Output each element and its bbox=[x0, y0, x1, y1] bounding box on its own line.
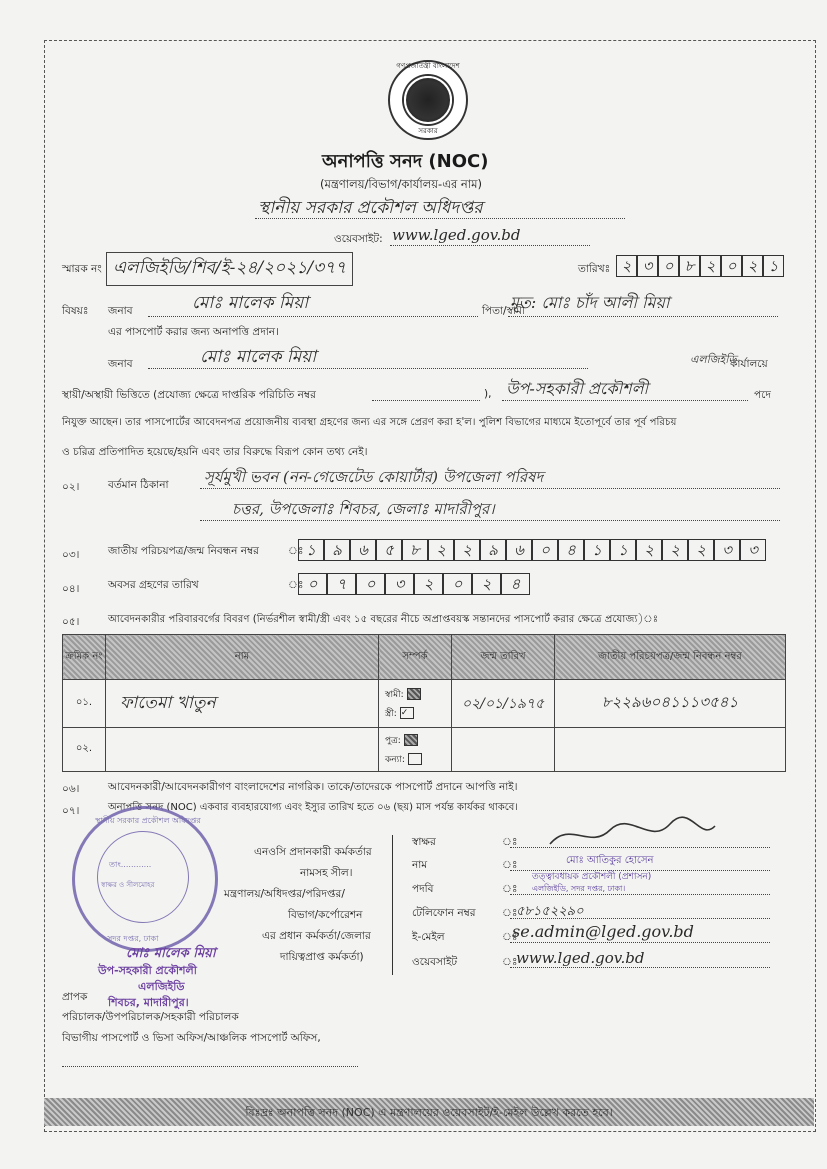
nid-digit: ৮ bbox=[402, 539, 428, 561]
dob-cell: ০২/০১/১৯৭৫ bbox=[452, 680, 555, 728]
nid-digit: ৬ bbox=[350, 539, 376, 561]
seal-center-2: স্বাক্ষর ও সীলমোহর bbox=[101, 881, 155, 889]
name-cell bbox=[106, 728, 379, 772]
signatory-phone: ৫৮১৫২২৯০ bbox=[516, 904, 584, 919]
memo-label: স্মারক নং bbox=[62, 263, 102, 275]
emblem-bottom-text: সরকার bbox=[418, 127, 438, 135]
footer-note-bar bbox=[44, 1098, 814, 1126]
husband-checkbox[interactable] bbox=[407, 688, 421, 700]
field-name-label: নাম bbox=[412, 859, 428, 871]
date-boxes bbox=[616, 255, 784, 277]
body-office: এলজিইডি bbox=[690, 353, 737, 366]
nid-digit: ৪ bbox=[558, 539, 584, 561]
date-label: তারিখঃ bbox=[578, 263, 611, 275]
retire-digit: ০ bbox=[298, 573, 327, 595]
table-row bbox=[63, 680, 786, 728]
item-07-number: ০৭। bbox=[62, 805, 80, 817]
retire-digit: ৪ bbox=[501, 573, 530, 595]
signatory-post2: এলজিইডি, সদর দপ্তর, ঢাকা। bbox=[532, 884, 626, 893]
date-digit: ০ bbox=[658, 255, 679, 277]
nid-boxes bbox=[298, 539, 766, 561]
date-digit: ২ bbox=[742, 255, 763, 277]
retire-digit: ২ bbox=[414, 573, 443, 595]
nid-digit: ৬ bbox=[506, 539, 532, 561]
col-header: ক্রমিক নং bbox=[63, 635, 106, 680]
officer-name-stamp: মোঃ মালেক মিয়া bbox=[126, 946, 216, 961]
nid-digit: ৩ bbox=[740, 539, 766, 561]
item-04-label: অবসর গ্রহণের তারিখ bbox=[108, 579, 199, 591]
nid-digit: ২ bbox=[688, 539, 714, 561]
retire-digit: ৩ bbox=[385, 573, 414, 595]
signatory-left-2: নামসহ সীল। bbox=[300, 867, 353, 879]
date-digit: ০ bbox=[721, 255, 742, 277]
relation-cell bbox=[379, 728, 452, 772]
date-digit: ১ bbox=[763, 255, 784, 277]
col-header: সম্পর্ক bbox=[379, 635, 452, 680]
relation-daughter-label: কন্যা: bbox=[385, 754, 405, 765]
daughter-checkbox[interactable] bbox=[408, 753, 422, 765]
nid-digit: ১ bbox=[610, 539, 636, 561]
seal-center-1: তাং............ bbox=[109, 860, 152, 869]
field-post-label: পদবি bbox=[412, 883, 434, 895]
item-02-number: ০২। bbox=[62, 481, 80, 493]
retire-digit: ৭ bbox=[327, 573, 356, 595]
office-seal-stamp bbox=[72, 806, 218, 952]
item-03-label: জাতীয় পরিচয়পত্র/জন্ম নিবন্ধন নম্বর bbox=[108, 545, 259, 557]
memo-value: এলজিইডি/শিব/ই-২৪/২০২১/৩৭৭ bbox=[106, 252, 353, 286]
field-web-label: ওয়েবসাইট bbox=[412, 956, 458, 968]
item-04-number: ০৪। bbox=[62, 583, 80, 595]
date-digit: ২ bbox=[700, 255, 721, 277]
nid-digit: ২ bbox=[428, 539, 454, 561]
nid-digit: ২ bbox=[454, 539, 480, 561]
subject-label: বিষয়ঃ bbox=[62, 305, 89, 317]
item-06-number: ০৬। bbox=[62, 783, 80, 795]
son-checkbox[interactable] bbox=[404, 734, 418, 746]
office-label: কার্যালয়ে bbox=[730, 358, 768, 370]
document-title: অনাপত্তি সনদ (NOC) bbox=[322, 151, 489, 172]
item-03-number: ০৩। bbox=[62, 549, 80, 561]
signatory-name: মোঃ আতিকুর হোসেন bbox=[566, 855, 654, 866]
recipient-line-2: বিভাগীয় পাসপোর্ট ও ভিসা অফিস/আঞ্চলিক পাসপোর্ট অফিস, bbox=[62, 1032, 321, 1044]
nid-digit: ৯ bbox=[480, 539, 506, 561]
relation-son-label: পুত্র: bbox=[385, 735, 401, 746]
date-digit: ৮ bbox=[679, 255, 700, 277]
signatory-left-1: এনওসি প্রদানকারী কর্মকর্তার bbox=[254, 846, 372, 858]
father-name: মৃত: মোঃ চাঁদ আলী মিয়া bbox=[510, 293, 670, 312]
dob-cell bbox=[452, 728, 555, 772]
item-05-number: ০৫। bbox=[62, 616, 80, 628]
officer-post-stamp: উপ-সহকারী প্রকৌশলী bbox=[98, 964, 197, 977]
applicant-name: মোঃ মালেক মিয়া bbox=[192, 293, 309, 313]
field-sign-label: স্বাক্ষর bbox=[412, 836, 436, 848]
retire-digit: ২ bbox=[472, 573, 501, 595]
signatory-email: se.admin@lged.gov.bd bbox=[512, 922, 694, 941]
signatory-left-4: বিভাগ/কর্পোরেশন bbox=[288, 909, 363, 921]
family-table bbox=[62, 634, 786, 772]
emblem-top-text: গণপ্রজাতন্ত্রী বাংলাদেশ bbox=[396, 62, 460, 70]
body-line-c: ও চরিত্র প্রতিপাদিত হয়েছে/হয়নি এবং তার বিরুদ্ধে বিরূপ কোন তথ্য নেই। bbox=[62, 446, 368, 458]
relation-cell bbox=[379, 680, 452, 728]
relation-husband-label: স্বামী: bbox=[385, 689, 404, 700]
nid-digit: ৫ bbox=[376, 539, 402, 561]
relation-wife-label: স্ত্রী: bbox=[385, 708, 397, 719]
item-06-text: আবেদনকারী/আবেদনকারীগণ বাংলাদেশের নাগরিক। তাকে/তাদেরকে পাসপোর্ট প্রদানে আপত্তি নাই। bbox=[108, 781, 518, 793]
recipient-line-1: পরিচালক/উপপরিচালক/সহকারী পরিচালক bbox=[62, 1011, 239, 1023]
footer-note: বিঃদ্রঃ অনাপত্তি সনদ (NOC) এ মন্ত্রণালয়ের ওয়েবসাইট/ই-মেইল উল্লেখ করতে হবে। bbox=[245, 1106, 613, 1119]
field-phone-label: টেলিফোন নম্বর bbox=[412, 907, 476, 919]
signatory-post: তত্ত্বাবধায়ক প্রকৌশলী (প্রশাসন) bbox=[532, 872, 652, 882]
date-digit: ৩ bbox=[637, 255, 658, 277]
col-header: জন্ম তারিখ bbox=[452, 635, 555, 680]
retire-digit: ০ bbox=[443, 573, 472, 595]
officer-org-stamp: এলজিইডি bbox=[138, 980, 185, 993]
col-header: জাতীয় পরিচয়পত্র/জন্ম নিবন্ধন নম্বর bbox=[555, 635, 786, 680]
family-table-header bbox=[63, 635, 786, 680]
seal-ring-text: স্থানীয় সরকার প্রকৌশল অধিদপ্তর bbox=[95, 816, 201, 825]
signatory-left-6: দায়িত্বপ্রাপ্ত কর্মকর্তা) bbox=[280, 951, 364, 963]
designation: উপ-সহকারী প্রকৌশলী bbox=[506, 379, 649, 398]
officer-place-stamp: শিবচর, মাদারীপুর। bbox=[108, 996, 189, 1009]
signature-mark-icon bbox=[540, 816, 720, 856]
signatory-left-3: মন্ত্রণালয়/অধিদপ্তর/পরিদপ্তর/ bbox=[224, 888, 345, 900]
retire-digit: ০ bbox=[356, 573, 385, 595]
signatory-left-5: এর প্রধান কর্মকর্তা/জেলার bbox=[262, 930, 371, 942]
retirement-date-boxes bbox=[298, 573, 530, 595]
website-value: www.lged.gov.bd bbox=[392, 226, 521, 244]
item-05-label: আবেদনকারীর পরিবারবর্গের বিবরণ (নির্ভরশীল স্বামী/স্ত্রী এবং ১৫ বছরের নীচে অপ্রাপ্তবয়স্ক সন্তানদের পাসপোর্ট করার ক্ষেত্রে প্রযোজ্য)ঃ bbox=[108, 614, 659, 625]
nid-digit: ১ bbox=[584, 539, 610, 561]
website-label: ওয়েবসাইট: bbox=[334, 233, 383, 245]
pode-label: পদে bbox=[754, 389, 771, 401]
body-line-b: নিযুক্ত আছেন। তার পাসপোর্টের আবেদনপত্র প্রয়োজনীয় ব্যবস্থা গ্রহণের জন্য এর সঙ্গে প্রেরণ করা হ'ল। পুলিশ বিভাগের মাধ্যমে ইতোপূর্বে তার পূর্ব পরিচয় bbox=[62, 417, 677, 428]
nid-digit: ৩ bbox=[714, 539, 740, 561]
subject-janab: জনাব bbox=[108, 305, 133, 317]
signatory-website: www.lged.gov.bd bbox=[516, 949, 645, 967]
body-name: মোঃ মালেক মিয়া bbox=[200, 347, 317, 367]
recipient-label: প্রাপক bbox=[62, 991, 88, 1003]
office-name: স্থানীয় সরকার প্রকৌশল অধিদপ্তর bbox=[258, 198, 483, 218]
noc-document: গণপ্রজাতন্ত্রী বাংলাদেশ সরকার অনাপত্তি সনদ (NOC) (মন্ত্রণালয়/বিভাগ/কার্যালয়-এর নাম) স্থানীয় সরকার প্রকৌশল অধিদপ্তর ওয়েবসাইট: www.lged.gov.bd স্মারক নং এলজিইডি/শিব/ই-২৪/২০২১/৩৭৭ তারিখঃ ২ ৩ ০ ৮ ২ ০ ২ ১ বিষয়ঃ জনাব মোঃ মালেক মিয়া পিতা/স্বামী মৃত: মোঃ চাঁদ আলী মিয়া এর পাসপোর্ট করার জন্য অনাপত্তি প্রদান। জনাব মোঃ মালেক মিয়া এলজিইডি কার্যালয়ে স্থায়ী/অস্থায়ী ভিত্তিতে (প্রযোজ্য ক্ষেত্রে দাপ্তরিক পরিচিতি নম্বর ), উপ-সহকারী প্রকৌশলী পদে নিযুক্ত আছেন। তার পাসপোর্টের আবেদনপত্র প্রয়োজনীয় ব্যবস্থা গ্রহণের জন্য এর সঙ্গে প্রেরণ করা হ'ল। পুলিশ বিভাগের মাধ্যমে ইতোপূর্বে তার পূর্ব পরিচয় ও চরিত্র প্রতিপাদিত হয়েছে/হয়নি এবং তার বিরুদ্ধে বিরূপ কোন তথ্য নেই। ০২। বর্তমান ঠিকানা সূর্যমুখী ভবন (নন-গেজেটেড কোয়ার্টার) উপজেলা পরিষদ চত্তর, উপজেলাঃ শিবচর, জেলাঃ মাদারীপুর। ০৩। জাতীয় পরিচয়পত্র/জন্ম নিবন্ধন নম্বর ঃ ১ ৯ ৬ ৫ ৮ ২ ২ ৯ ৬ ০ ৪ ১ ১ ২ ২ ২ ৩ ৩ ০৪। অবসর গ্রহণের তারিখ ঃ ০ ৭ ০ ৩ ২ ০ ২ ৪ ০৫। আবেদনকারীর পরিবারবর্গের বিবরণ (নির্ভরশীল স্বামী/স্ত্রী এবং ১৫ বছরের নীচে অপ্রাপ্তবয়স্ক সন্তানদের পাসপোর্ট করার ক্ষেত্রে প্রযোজ্য)ঃ ক্রমিক নং নাম সম্পর্ক জন্ম তারিখ জাতীয় পরিচয়পত্র/জন্ম নিবন্ধন নম্বর ০১. ফাতেমা খাতুন স্বামী: স্ত্রী: ✓ ০২/০১/১৯৭৫ ৮২২৯৬০৪১১১৩৫৪১ ০২. পুত্র: কন্যা: ০৬। আবেদনকারী/আবেদনকারীগণ বাংলাদেশের নাগরিক। তাকে/তাদেরকে পাসপোর্ট প্রদানে আপত্তি নাই। ০৭। অনাপত্তি সনদ (NOC) একবার ব্যবহারযোগ্য এবং ইস্যুর তারিখ হতে ০৬ (ছয়) মাস পর্যন্ত কার্যকর থাকবে। স্থানীয় সরকার প্রকৌশল অধিদপ্তর তাং............ স্বাক্ষর ও সীলমোহর সদর দপ্তর, ঢাকা মোঃ মালেক মিয়া উপ-সহকারী প্রকৌশলী এলজিইডি শিবচর, মাদারীপুর। এনওসি প্রদানকারী কর্মকর্তার নামসহ সীল। মন্ত্রণালয়/অধিদপ্তর/পরিদপ্তর/ বিভাগ/কর্পোরেশন এর প্রধান কর্মকর্তা/জেলার দায়িত্বপ্রাপ্ত কর্মকর্তা) স্বাক্ষর নাম পদবি টেলিফোন নম্বর ই-মেইল ওয়েবসাইট ঃ ঃ ঃ ঃ ঃ ঃ মোঃ আতিকুর হোসেন তত্ত্বাবধায়ক প্রকৌশলী (প্রশাসন) এলজিইডি, সদর দপ্তর, ঢাকা। ৫৮১৫২২৯০ se.admin@lged.gov.bd www.lged.gov.bd প্রাপক পরিচালক/উপপরিচালক/সহকারী পরিচালক বিভাগীয় পাসপোর্ট ও ভিসা অফিস/আঞ্চলিক পাসপোর্ট অফিস, বিঃদ্রঃ অনাপত্তি সনদ (NOC) এ মন্ত্রণালয়ের ওয়েবসাইট/ই-মেইল উল্লেখ করতে হবে। bbox=[0, 0, 827, 1169]
name-cell: ফাতেমা খাতুন bbox=[106, 680, 379, 728]
sl-cell: ০২. bbox=[63, 728, 106, 772]
seal-bottom-text: সদর দপ্তর, ঢাকা bbox=[107, 934, 159, 943]
nid-cell: ৮২২৯৬০৪১১১৩৫৪১ bbox=[555, 680, 786, 728]
nid-digit: ২ bbox=[636, 539, 662, 561]
nid-digit: ০ bbox=[532, 539, 558, 561]
body-janab: জনাব bbox=[108, 358, 133, 370]
wife-checkbox[interactable]: ✓ bbox=[400, 707, 414, 719]
field-email-label: ই-মেইল bbox=[412, 931, 445, 943]
father-label: পিতা/স্বামী bbox=[482, 305, 525, 317]
nid-digit: ১ bbox=[298, 539, 324, 561]
table-row bbox=[63, 728, 786, 772]
government-emblem-icon bbox=[388, 60, 468, 140]
address-line-1: সূর্যমুখী ভবন (নন-গেজেটেড কোয়ার্টার) উপজেলা পরিষদ bbox=[204, 468, 544, 486]
document-subtitle: (মন্ত্রণালয়/বিভাগ/কার্যালয়-এর নাম) bbox=[320, 177, 483, 191]
item-02-label: বর্তমান ঠিকানা bbox=[108, 479, 169, 491]
date-digit: ২ bbox=[616, 255, 637, 277]
signatory-bracket bbox=[392, 835, 393, 975]
nid-cell bbox=[555, 728, 786, 772]
subject-line2: এর পাসপোর্ট করার জন্য অনাপত্তি প্রদান। bbox=[108, 326, 279, 338]
col-header: নাম bbox=[106, 635, 379, 680]
body-line-a: স্থায়ী/অস্থায়ী ভিত্তিতে (প্রযোজ্য ক্ষেত্রে দাপ্তরিক পরিচিতি নম্বর bbox=[62, 389, 316, 401]
nid-digit: ২ bbox=[662, 539, 688, 561]
nid-digit: ৯ bbox=[324, 539, 350, 561]
item-07-text: অনাপত্তি সনদ (NOC) একবার ব্যবহারযোগ্য এবং ইস্যুর তারিখ হতে ০৬ (ছয়) মাস পর্যন্ত কার্যকর থাকবে। bbox=[108, 802, 518, 813]
address-line-2: চত্তর, উপজেলাঃ শিবচর, জেলাঃ মাদারীপুর। bbox=[232, 500, 495, 518]
sl-cell: ০১. bbox=[63, 680, 106, 728]
